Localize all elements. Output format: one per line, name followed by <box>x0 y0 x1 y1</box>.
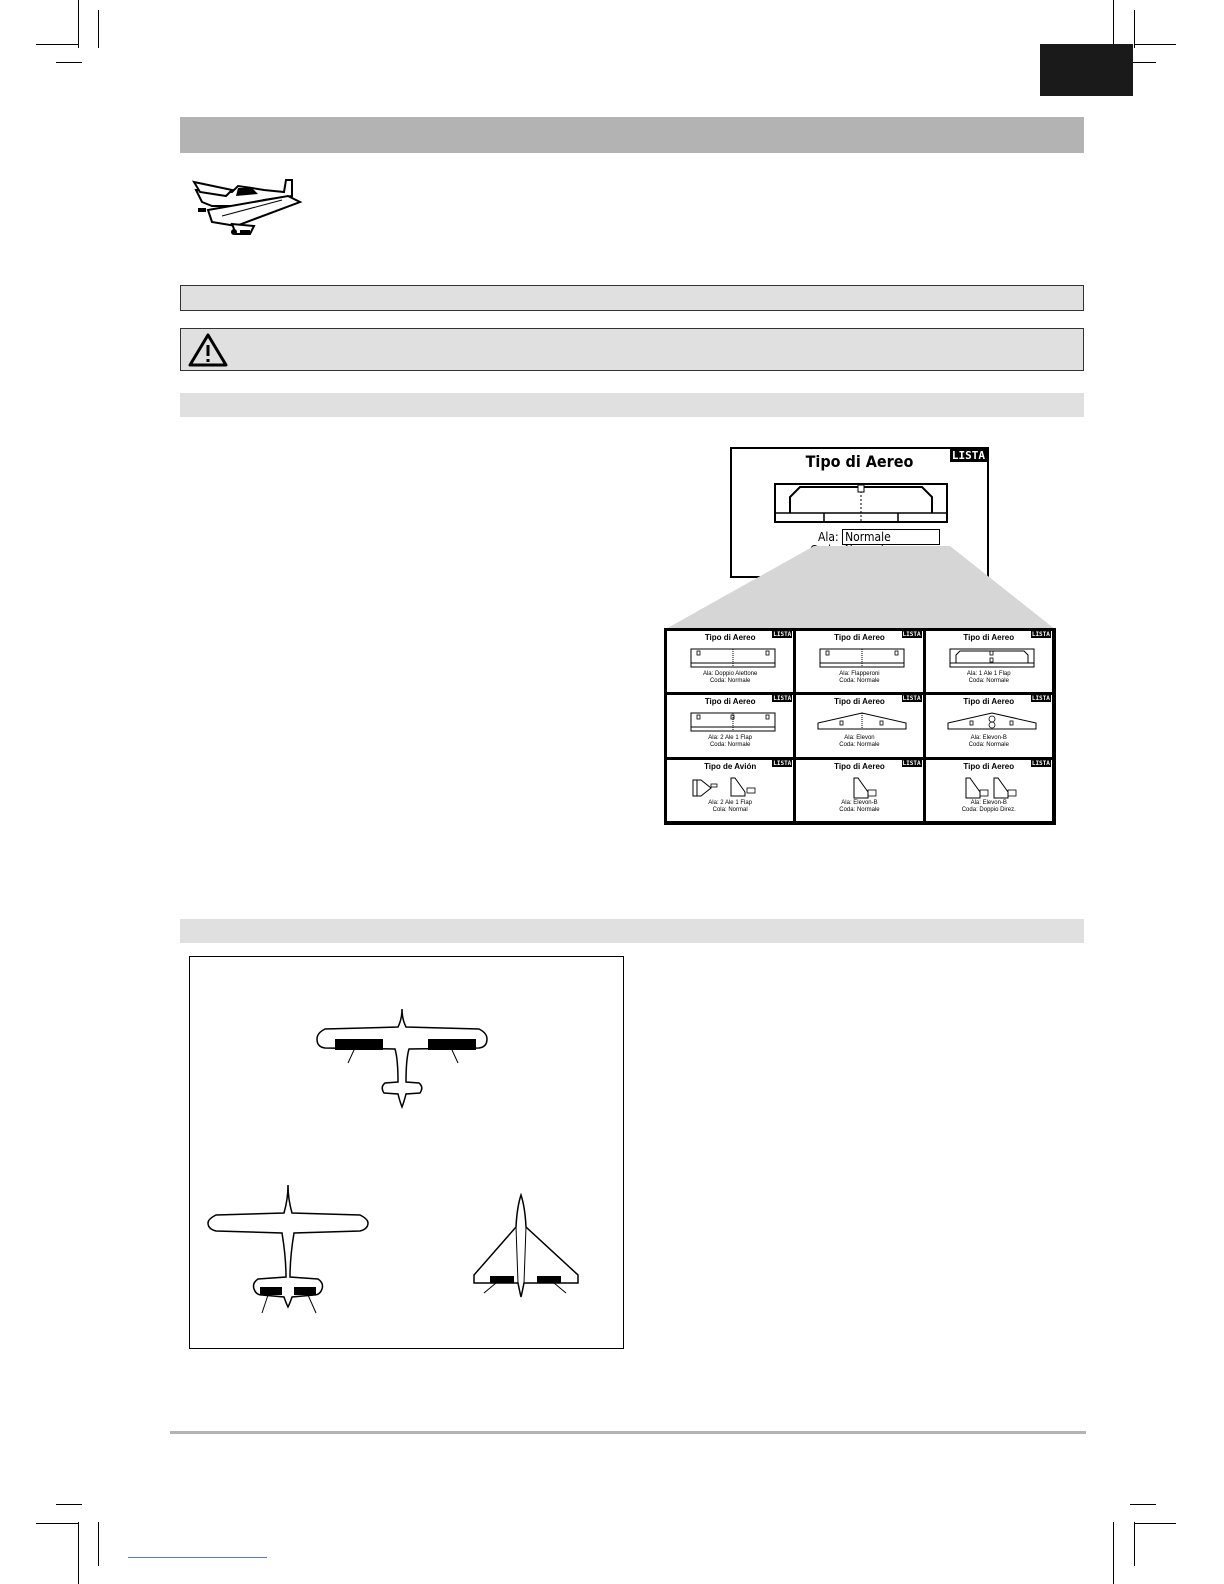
servo-diagram-box <box>189 956 624 1349</box>
footer-rule <box>170 1431 1086 1434</box>
wing-line: Ala: Flapperoni <box>839 671 880 677</box>
wing-type-screen <box>925 694 1053 757</box>
lista-badge[interactable]: LISTA <box>902 695 921 703</box>
wing-type-screen <box>666 759 794 822</box>
wing-label: Ala: <box>818 530 839 544</box>
tail-line: Coda: Doppio Direz. <box>961 806 1016 813</box>
crop-mark <box>1130 62 1156 63</box>
tail-line: Coda: Normale <box>709 678 751 684</box>
crop-mark <box>1134 44 1176 45</box>
wing-diagram <box>774 483 948 523</box>
lista-badge[interactable]: LISTA <box>951 449 985 462</box>
wing-line: Ala: Elevon-B <box>970 735 1007 742</box>
warning-icon <box>187 332 229 373</box>
screen-title: Tipo de Avión <box>704 761 757 771</box>
wing-line: Ala: Doppio Alettone <box>702 671 758 677</box>
subsection-bar <box>180 393 1084 417</box>
tail-line: Coda: Normale <box>709 742 751 749</box>
screen-title: Tipo di Aereo <box>963 697 1015 707</box>
wing-line: Ala: 2 Ale 1 Flap <box>708 735 752 742</box>
screen-title: Tipo di Aereo <box>834 633 885 642</box>
screen-title: Tipo di Aereo <box>704 633 756 642</box>
screen-title: Tipo di Aereo <box>805 452 914 471</box>
elevator-airplane-icon <box>208 1185 368 1313</box>
wing-type-screen <box>795 630 923 693</box>
wing-type-screen <box>666 694 794 757</box>
wing-line: Ala: Elevon <box>844 735 875 742</box>
language-tab <box>1040 44 1133 96</box>
lista-badge[interactable]: LISTA <box>1031 759 1050 767</box>
lista-badge[interactable]: LISTA <box>1031 695 1050 703</box>
lista-badge[interactable]: LISTA <box>1031 631 1050 638</box>
tail-line: Coda: Normale <box>839 806 880 813</box>
wing-type-screen <box>925 759 1053 822</box>
lista-badge[interactable]: LISTA <box>773 631 792 638</box>
wing-type-screen <box>666 630 794 693</box>
crop-mark <box>1113 1522 1114 1584</box>
note-bar <box>180 285 1084 311</box>
footer-link-underline <box>128 1557 267 1558</box>
tail-line: Coda: Normale <box>968 742 1009 749</box>
warning-bar <box>180 328 1084 371</box>
lista-badge[interactable]: LISTA <box>773 695 792 703</box>
crop-mark <box>56 1504 82 1505</box>
crop-mark <box>98 1522 99 1566</box>
wing-line: Ala: 2 Ale 1 Flap <box>708 799 752 806</box>
crop-mark <box>98 10 99 48</box>
crop-mark <box>36 1523 78 1524</box>
wing-select[interactable]: Normale <box>842 529 940 545</box>
crop-mark <box>1134 1522 1135 1566</box>
lista-badge[interactable]: LISTA <box>773 759 792 767</box>
section-header-bar <box>180 117 1084 153</box>
crop-mark <box>78 1522 79 1584</box>
tail-line: Coda: Normale <box>839 678 880 684</box>
tail-line: Cola: Normal <box>712 806 748 813</box>
crop-mark <box>1113 0 1114 48</box>
airplane-type-icon <box>192 176 304 238</box>
wing-line: Ala: Elevon-B <box>841 799 878 806</box>
wing-type-screen <box>925 630 1053 693</box>
wing-type-screen <box>795 759 923 822</box>
tail-line: Coda: Normale <box>839 742 880 749</box>
subsection-bar <box>180 919 1084 943</box>
screen-title: Tipo di Aereo <box>704 697 756 707</box>
crop-mark <box>36 44 78 45</box>
lista-badge[interactable]: LISTA <box>902 759 921 767</box>
tail-line: Coda: Normale <box>968 678 1009 684</box>
screen-title: Tipo di Aereo <box>834 761 885 771</box>
wing-line: Ala: 1 Ale 1 Flap <box>966 671 1011 677</box>
crop-mark <box>1130 1504 1156 1505</box>
wing-type-screen <box>795 694 923 757</box>
aileron-airplane-icon <box>317 1009 487 1107</box>
zoom-funnel <box>664 546 1056 630</box>
screen-title: Tipo di Aereo <box>963 633 1015 642</box>
crop-mark <box>78 0 79 48</box>
crop-mark <box>56 62 82 63</box>
wing-line: Ala: Elevon-B <box>970 799 1007 806</box>
lista-badge[interactable]: LISTA <box>902 631 921 638</box>
crop-mark <box>1134 10 1135 48</box>
screen-title: Tipo di Aereo <box>963 761 1015 771</box>
delta-wing-icon <box>474 1195 578 1297</box>
crop-mark <box>1134 1523 1176 1524</box>
screen-title: Tipo di Aereo <box>834 697 885 707</box>
